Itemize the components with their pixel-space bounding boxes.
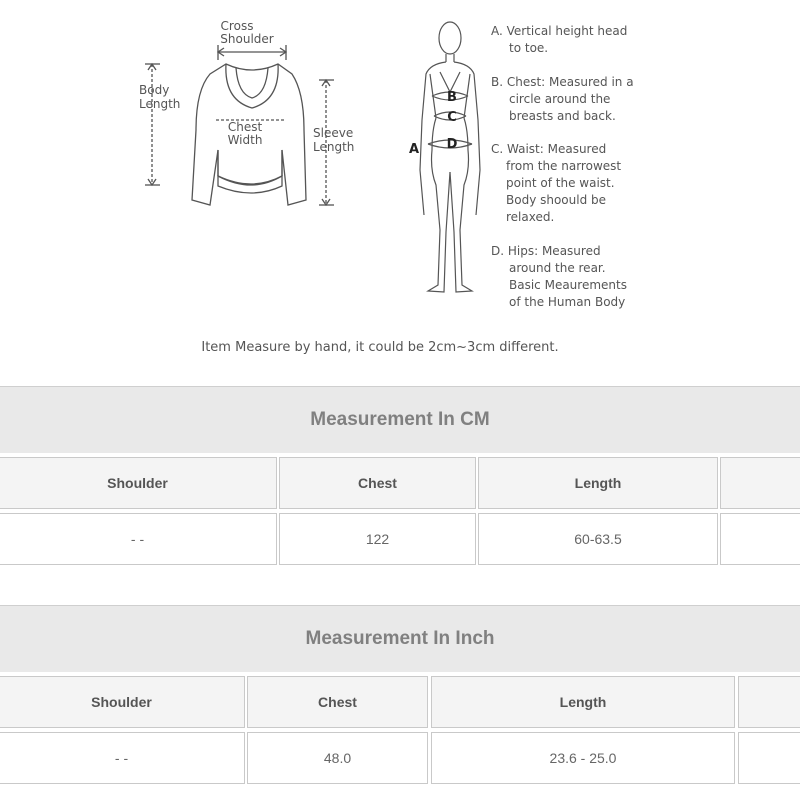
legend-line: A. Vertical height head	[491, 24, 628, 38]
value-length: 60-63.5	[478, 513, 718, 565]
header-length: Length	[478, 457, 718, 509]
header-chest: Chest	[247, 676, 428, 728]
legend-line: breasts and back.	[509, 109, 616, 123]
legend-line: around the rear.	[509, 261, 606, 275]
legend-line: C. Waist: Measured	[491, 142, 607, 156]
cross-shoulder-label-2: Shoulder	[220, 32, 274, 46]
header-extra	[720, 457, 800, 509]
body-length-label-1: Body	[139, 83, 170, 97]
legend-line: D. Hips: Measured	[491, 244, 601, 258]
value-shoulder: - -	[0, 732, 245, 784]
value-extra	[738, 732, 800, 784]
value-chest: 48.0	[247, 732, 428, 784]
legend-line: from the narrowest	[506, 159, 622, 173]
header-chest: Chest	[279, 457, 476, 509]
cm-table-title: Measurement In CM	[0, 386, 800, 453]
legend-line: circle around the	[509, 92, 611, 106]
letter-c: C	[447, 110, 457, 125]
body-figure-illustration	[420, 22, 480, 292]
legend-line: relaxed.	[506, 210, 555, 224]
diagram-svg	[0, 0, 800, 380]
legend-line: to toe.	[509, 41, 549, 55]
legend-line: Body shoould be	[506, 193, 607, 207]
header-shoulder: Shoulder	[0, 676, 245, 728]
measurement-legend	[491, 24, 634, 309]
legend-line: Basic Meaurements	[509, 278, 627, 292]
cross-shoulder-label-1: Cross	[220, 19, 254, 33]
letter-d: D	[446, 137, 458, 152]
inch-table-title: Measurement In Inch	[0, 605, 800, 672]
cm-value-row	[0, 513, 800, 569]
chest-width-label-2: Width	[227, 133, 263, 147]
inch-value-row	[0, 732, 800, 788]
legend-line: B. Chest: Measured in a	[491, 75, 634, 89]
legend-line: of the Human Body	[509, 295, 626, 309]
cm-measurement-table	[0, 386, 800, 569]
legend-line: point of the waist.	[506, 176, 615, 190]
measurement-note: Item Measure by hand, it could be 2cm~3cm different.	[201, 340, 559, 355]
letter-a: A	[408, 142, 420, 157]
value-chest: 122	[279, 513, 476, 565]
value-shoulder: - -	[0, 513, 277, 565]
sleeve-length-label-2: Length	[313, 140, 355, 154]
letter-b: B	[447, 90, 457, 105]
header-shoulder: Shoulder	[0, 457, 277, 509]
header-length: Length	[431, 676, 735, 728]
value-length: 23.6 - 25.0	[431, 732, 735, 784]
inch-measurement-table	[0, 605, 800, 788]
cm-header-row	[0, 457, 800, 513]
sleeve-length-label-1: Sleeve	[313, 126, 354, 140]
measurement-diagram	[0, 0, 800, 380]
header-extra	[738, 676, 800, 728]
inch-header-row	[0, 676, 800, 732]
value-extra	[720, 513, 800, 565]
chest-width-label-1: Chest	[227, 120, 263, 134]
body-length-label-2: Length	[139, 97, 181, 111]
